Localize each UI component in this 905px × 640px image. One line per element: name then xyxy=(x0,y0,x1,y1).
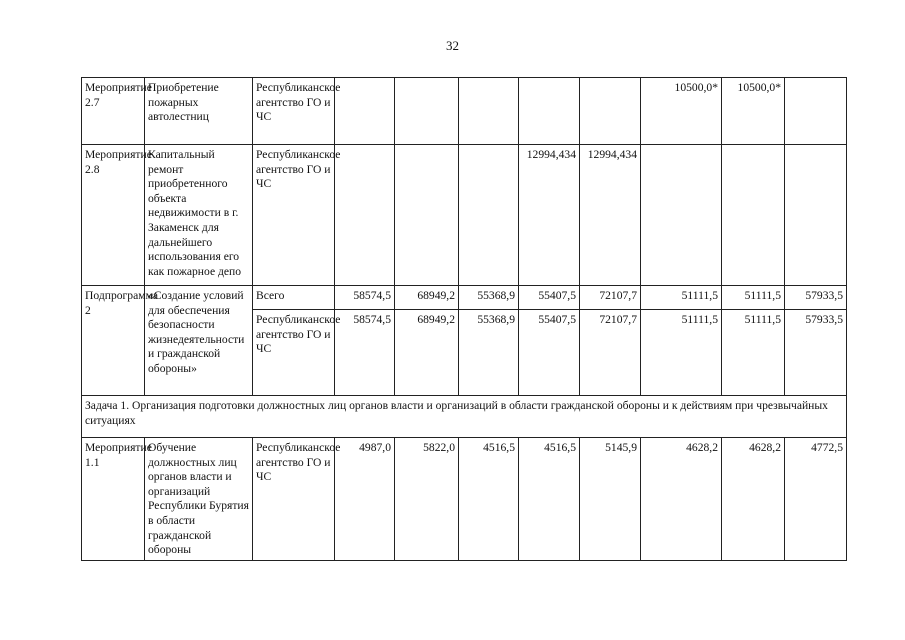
value-cell: 58574,5 xyxy=(335,310,395,396)
row-executor: Республиканское агентство ГО и ЧС xyxy=(253,438,335,561)
value-cell xyxy=(335,78,395,145)
value-cell: 57933,5 xyxy=(785,310,847,396)
value-cell: 51111,5 xyxy=(722,286,785,310)
table-row xyxy=(82,438,847,561)
program-table xyxy=(81,77,847,561)
value-cell: 5145,9 xyxy=(580,438,641,561)
row-name: «Создание условий для обеспечения безопасности жизнедеятельности и гражданской обороны» xyxy=(145,286,253,396)
value-cell: 12994,434 xyxy=(519,145,580,286)
value-cell: 10500,0* xyxy=(722,78,785,145)
row-executor: Республиканское агентство ГО и ЧС xyxy=(253,145,335,286)
value-cell: 5822,0 xyxy=(395,438,459,561)
value-cell xyxy=(722,145,785,286)
table-row xyxy=(82,145,847,286)
value-cell xyxy=(580,78,641,145)
table-row xyxy=(82,396,847,438)
value-cell: 12994,434 xyxy=(580,145,641,286)
value-cell: 55368,9 xyxy=(459,310,519,396)
value-cell xyxy=(641,145,722,286)
task-heading: Задача 1. Организация подготовки должностных лиц органов власти и организаций в области гражданской обороны и к действиям при чрезвычайных ситуациях xyxy=(82,396,847,438)
row-executor: Республиканское агентство ГО и ЧС xyxy=(253,310,335,396)
value-cell: 4772,5 xyxy=(785,438,847,561)
value-cell: 68949,2 xyxy=(395,286,459,310)
value-cell xyxy=(459,78,519,145)
value-cell: 72107,7 xyxy=(580,310,641,396)
page-number: 32 xyxy=(446,38,459,53)
value-cell xyxy=(785,145,847,286)
value-cell xyxy=(785,78,847,145)
value-cell: 55407,5 xyxy=(519,286,580,310)
value-cell xyxy=(335,145,395,286)
table-row xyxy=(82,78,847,145)
value-cell: 4628,2 xyxy=(641,438,722,561)
row-name: Капитальный ремонт приобретенного объекта недвижимости в г. Закаменск для дальнейшего использования его как пожарное депо xyxy=(145,145,253,286)
table-row xyxy=(82,286,847,310)
row-name: Обучение должностных лиц органов власти и организаций Республики Бурятия в области гражданской обороны xyxy=(145,438,253,561)
value-cell: 51111,5 xyxy=(722,310,785,396)
row-code: Мероприятие 1.1 xyxy=(82,438,145,561)
row-code: Подпрограмма 2 xyxy=(82,286,145,396)
value-cell: 4516,5 xyxy=(519,438,580,561)
value-cell: 51111,5 xyxy=(641,286,722,310)
value-cell: 51111,5 xyxy=(641,310,722,396)
row-code: Мероприятие 2.8 xyxy=(82,145,145,286)
value-cell: 4987,0 xyxy=(335,438,395,561)
row-code: Мероприятие 2.7 xyxy=(82,78,145,145)
value-cell: 4628,2 xyxy=(722,438,785,561)
value-cell xyxy=(519,78,580,145)
value-cell: 10500,0* xyxy=(641,78,722,145)
row-total-label: Всего xyxy=(253,286,335,310)
value-cell xyxy=(395,78,459,145)
value-cell xyxy=(395,145,459,286)
value-cell: 57933,5 xyxy=(785,286,847,310)
value-cell: 55407,5 xyxy=(519,310,580,396)
value-cell: 4516,5 xyxy=(459,438,519,561)
row-name: Приобретение пожарных автолестниц xyxy=(145,78,253,145)
value-cell: 55368,9 xyxy=(459,286,519,310)
value-cell: 68949,2 xyxy=(395,310,459,396)
value-cell: 58574,5 xyxy=(335,286,395,310)
row-executor: Республиканское агентство ГО и ЧС xyxy=(253,78,335,145)
value-cell xyxy=(459,145,519,286)
value-cell: 72107,7 xyxy=(580,286,641,310)
